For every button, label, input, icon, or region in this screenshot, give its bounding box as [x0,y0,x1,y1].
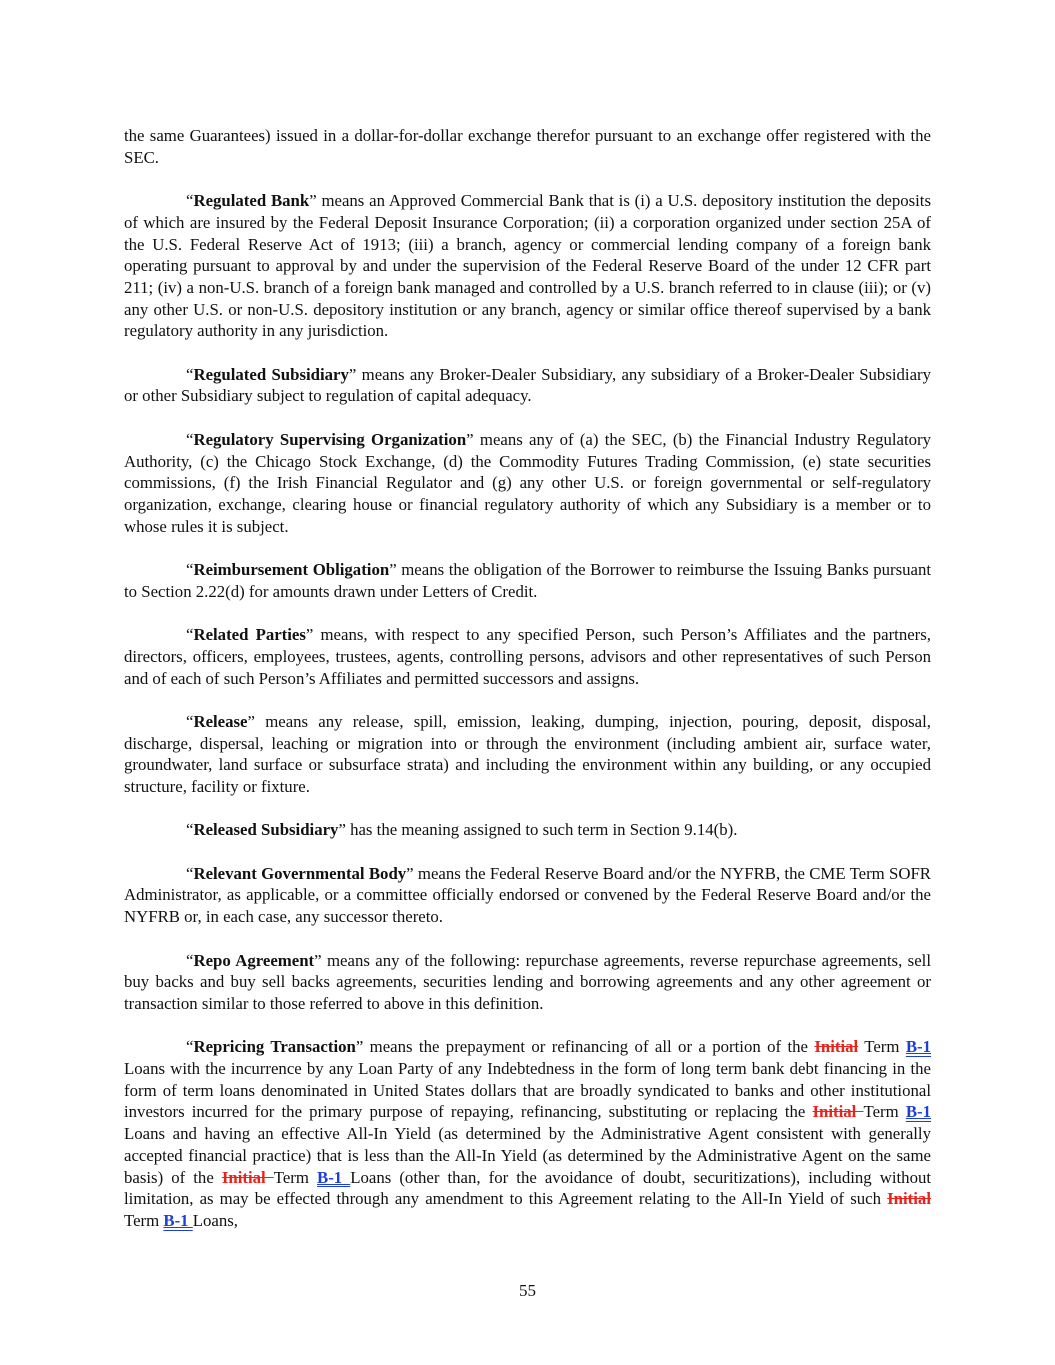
definition-paragraph [124,190,931,342]
defined-term: Release [193,711,248,731]
paragraph-text: “ [186,429,194,449]
deleted-text: Initial [812,1102,864,1122]
paragraph-text: “ [186,820,194,840]
definition-paragraph [124,624,931,689]
defined-term: Repo Agreement [193,950,315,970]
deleted-text: Initial [221,1167,274,1187]
definition-paragraph [124,364,931,407]
definition-paragraph [124,863,931,928]
inserted-text: B-1 [905,1102,931,1122]
definition-paragraph [124,1036,931,1231]
definition-paragraph [124,950,931,1015]
paragraph-text: the same Guarantees) issued in a dollar-for-dollar exchange therefor pursuant to an exchange offer registered with the SEC. [124,126,931,167]
paragraph-text: ” has the meaning assigned to such term in Section 9.14(b). [338,820,738,840]
paragraph-text: Loans and having an effective All-In Yield (as determined by the Administrative Agent consistent with generally accepted financial practice) that is less than the All-In Yield (as determined by the Administrative Agent on the same basis) of the [124,1124,931,1187]
paragraph-text: ” means any Broker-Dealer Subsidiary, any subsidiary of a Broker-Dealer Subsidiary or other Subsidiary subject to regulation of capital adequacy. [124,364,931,406]
paragraph-text: Loans with the incurrence by any Loan Party of any Indebtedness in the form of long term bank debt financing in the form of term loans denominated in United States dollars that are broadly syndicated to banks and other institutional investors incurred for the primary purpose of repaying, refinancing, substituting or replacing the [124,1059,931,1122]
definition-paragraph [124,711,931,798]
deleted-text: Initial [814,1037,859,1057]
paragraph-text: Term [858,1037,906,1057]
paragraph-text: ” means any of (a) the SEC, (b) the Financial Industry Regulatory Authority, (c) the Chicago Stock Exchange, (d) the Commodity Futures Trading Commission, (e) state securities commissions, (f) the Irish Financial Regulator and (g) any other U.S. or foreign governmental or self-regulatory organization, exchange, clearing house or financial regulatory authority of which any Subsidiary is a member or to whose rules it is subject. [124,429,931,536]
defined-term: Related Parties [193,625,306,645]
paragraph-text: ” means an Approved Commercial Bank that is (i) a U.S. depository institution the deposits of which are insured by the Federal Deposit Insurance Corporation; (ii) a corporation organized under section 25A of the U.S. Federal Reserve Act of 1913; (iii) a branch, agency or commercial lending company of a foreign bank operating pursuant to approval by and under the supervision of the Federal Reserve Board of the under 12 CFR part 211; (iv) a non-U.S. branch of a foreign bank managed and controlled by a U.S. branch referred to in clause (iii); or (v) any other U.S. or non-U.S. depository institution or any branch, agency or similar office thereof supervised by a bank regulatory authority in any jurisdiction. [124,191,931,341]
paragraph-text: “ [186,863,194,883]
paragraph-text: ” means the obligation of the Borrower to reimburse the Issuing Banks pursuant to Section 2.22(d) for amounts drawn under Letters of Credit. [124,560,932,601]
page-number: 55 [519,1281,536,1300]
defined-term: Reimbursement Obligation [193,560,390,579]
paragraph-text: Term [863,1102,906,1122]
document-body [124,125,931,1253]
defined-term: Regulatory Supervising Organization [193,429,467,449]
paragraph-text: “ [186,1037,194,1057]
paragraph-text: ” means the prepayment or refinancing of all or a portion of the [355,1037,815,1057]
defined-term: Regulated Bank [193,191,310,211]
inserted-text: B-1 [163,1211,193,1230]
defined-term: Relevant Governmental Body [193,863,407,883]
paragraph-text: “ [186,191,194,211]
defined-term: Repricing Transaction [193,1037,356,1057]
paragraph-text: “ [186,950,194,970]
paragraph-text: Term [124,1211,164,1230]
definition-paragraph [124,429,931,538]
paragraph-text: ” means any release, spill, emission, leaking, dumping, injection, pouring, deposit, disposal, discharge, dispersal, leaching or migration into or through the environment (including ambient air, surface water, groundwater, land surface or subsurface strata) and including the environment within any building, or any occupied structure, facility or fixture. [124,711,931,796]
defined-term: Released Subsidiary [193,820,339,840]
paragraph-text: ” means any of the following: repurchase agreements, reverse repurchase agreements, sell buy backs and buy sell backs agreements, securities lending and borrowing agreements and any other agreement or transaction similar to those referred to above in this definition. [124,950,931,1013]
definition-paragraph [124,559,931,602]
inserted-text: B-1 [905,1037,932,1057]
paragraph-text: Loans, [192,1211,238,1230]
paragraph-text: Loans (other than, for the avoidance of doubt, securitizations), including without limitation, as may be effected through any amendment to this Agreement relating to the All-In Yield of such [124,1167,932,1209]
inserted-text: B-1 [317,1167,351,1187]
definition-paragraph [124,819,931,841]
definition-paragraph [124,125,931,168]
paragraph-text: ” means, with respect to any specified Person, such Person’s Affiliates and the partners, directors, officers, employees, trustees, agents, controlling persons, advisors and other representatives of such Person and of each of such Person’s Affiliates and permitted successors and assigns. [124,625,931,688]
deleted-text: Initial [887,1189,931,1209]
paragraph-text: “ [186,711,194,731]
paragraph-text: Term [273,1167,318,1187]
paragraph-text: “ [186,560,194,579]
paragraph-text: “ [186,625,194,645]
defined-term: Regulated Subsidiary [193,364,349,384]
paragraph-text: ” means the Federal Reserve Board and/or the NYFRB, the CME Term SOFR Administrator, as applicable, or a committee officially endorsed or convened by the Federal Reserve Board and/or the NYFRB or, in each case, any successor thereto. [124,863,931,927]
paragraph-text: “ [186,364,194,384]
